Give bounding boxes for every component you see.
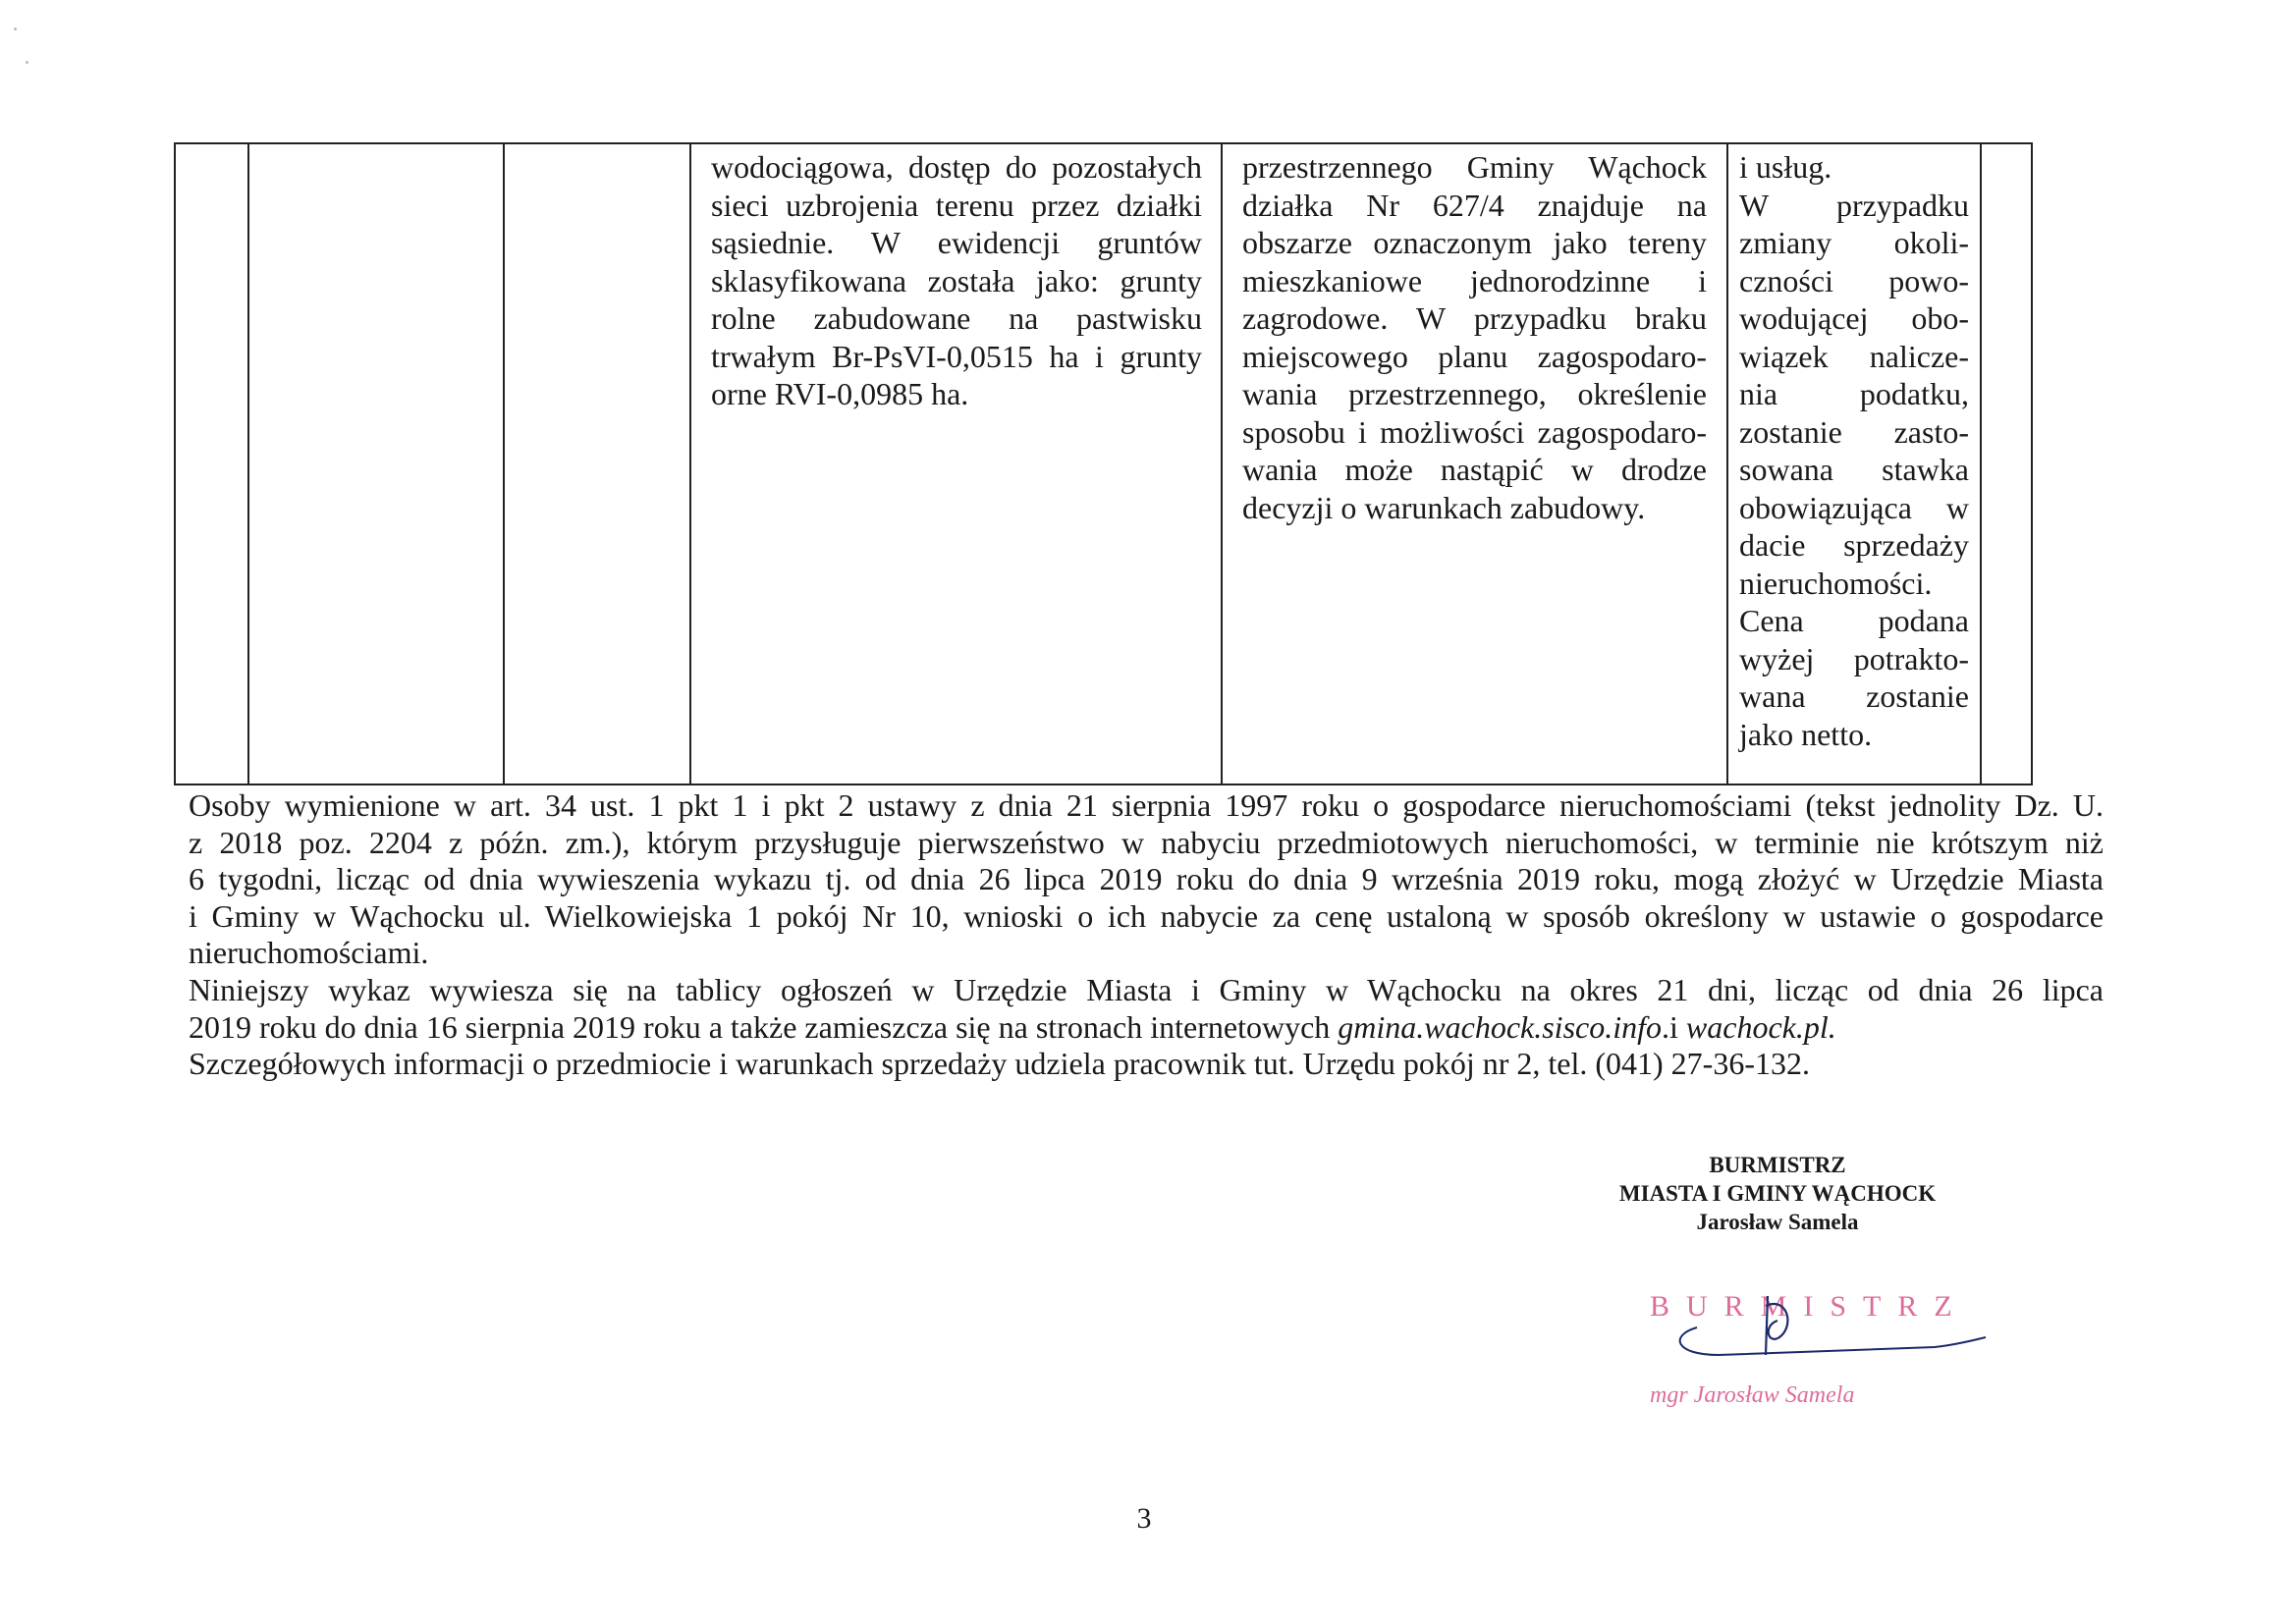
signature-stamp <box>1640 1276 2003 1414</box>
cell-line: obszarze oznaczonym jako tereny <box>1242 225 1707 260</box>
cell-line: zmiany okoli- <box>1739 225 1969 260</box>
paragraph-line: Szczegółowych informacji o przedmiocie i warunkach sprzedaży udziela pracownik tut. Urzędu pokój nr 2, tel. (041) 27-36-132. <box>189 1046 1810 1081</box>
page-number: 3 <box>1136 1502 1152 1535</box>
cell-line: wana zostanie <box>1739 678 1969 714</box>
cell-line: jako netto. <box>1739 716 1873 752</box>
property-table <box>174 142 2033 785</box>
cell-line: i usług. <box>1739 149 1832 185</box>
table-column-divider <box>1980 144 1982 784</box>
paragraph-line: Niniejszy wykaz wywiesza się na tablicy ogłoszeń w Urzędzie Miasta i Gminy w Wąchocku na okres 21 dni, licząc od dnia 26 lipca <box>189 972 2104 1007</box>
cell-line: trwałym Br-PsVI-0,0515 ha i grunty <box>711 338 1202 374</box>
table-column-divider <box>1726 144 1728 784</box>
publication-paragraph <box>189 972 2104 1046</box>
preemption-paragraph <box>189 787 2104 972</box>
municipality-title: MIASTA I GMINY WĄCHOCK <box>1618 1181 1937 1206</box>
paragraph-line: nieruchomościami. <box>189 935 429 970</box>
cell-line: wodociągowa, dostęp do pozostałych <box>711 149 1202 185</box>
cell-line: obowiązująca w <box>1739 489 1969 525</box>
paragraph-line: z 2018 poz. 2204 z późn. zm.), którym przysługuje pierwszeństwo w nabyciu przedmiotowych nieruchomości, w terminie nie krótszym niż <box>189 824 2104 860</box>
cell-line: wodującej obo- <box>1739 300 1969 336</box>
cell-line: nia podatku, <box>1739 376 1969 411</box>
cell-line: miejscowego planu zagospodaro- <box>1242 338 1707 374</box>
cell-line: sklasyfikowana została jako: grunty <box>711 262 1202 298</box>
cell-line: Cena podana <box>1739 603 1969 638</box>
signature-block <box>1532 1151 2023 1236</box>
cell-line: przestrzennego Gminy Wąchock <box>1242 149 1707 185</box>
paragraph-line: i Gminy w Wąchocku ul. Wielkowiejska 1 pokój Nr 10, wnioski o ich nabycie za cenę ustaloną w sposób określony w ustawie o gospodarce <box>189 897 2104 934</box>
cell-line: orne RVI-0,0985 ha. <box>711 376 969 411</box>
website-link-gmina[interactable]: gmina.wachock.sisco.info <box>1338 1008 1662 1045</box>
table-column-divider <box>1221 144 1223 784</box>
stamp-title-text: BURMISTRZ <box>1650 1290 1969 1323</box>
mayor-title: BURMISTRZ <box>1709 1153 1846 1177</box>
cell-line: nieruchomości. <box>1739 565 1933 601</box>
cell-line: sposobu i możliwości zagospodaro- <box>1242 413 1707 450</box>
cell-line: wania może nastąpić w drodze <box>1242 452 1707 487</box>
cell-line: zagrodowe. W przypadku braku <box>1242 300 1707 336</box>
stamp-name-text: mgr Jarosław Samela <box>1650 1382 1855 1408</box>
cell-line: wania przestrzennego, określenie <box>1242 376 1707 411</box>
table-column-divider <box>689 144 691 784</box>
paragraph-line <box>189 1009 2104 1047</box>
cell-line: wyżej potrakto- <box>1739 640 1969 676</box>
paragraph-line: 6 tygodni, licząc od dnia wywieszenia wykazu tj. od dnia 26 lipca 2019 roku do dnia 9 września 2019 roku, mogą złożyć w Urzędzie Miasta <box>189 861 2104 896</box>
cell-line: rolne zabudowane na pastwisku <box>711 300 1202 336</box>
cell-line: sowana stawka <box>1739 452 1969 487</box>
cell-line: sąsiednie. W ewidencji gruntów <box>711 225 1202 260</box>
table-column-divider <box>503 144 505 784</box>
cell-line: czności powo- <box>1739 262 1969 298</box>
cell-line: sieci uzbrojenia terenu przez działki <box>711 187 1202 223</box>
table-cell-zoning <box>1242 148 1707 526</box>
scan-speck <box>14 27 17 30</box>
mayor-name: Jarosław Samela <box>1696 1210 1859 1234</box>
cell-line: mieszkaniowe jednorodzinne i <box>1242 262 1707 298</box>
cell-line: W przypadku <box>1739 187 1969 223</box>
signature-stroke <box>1680 1327 1986 1355</box>
table-column-divider <box>247 144 249 784</box>
cell-line: zostanie zasto- <box>1739 413 1969 450</box>
cell-line: działka Nr 627/4 znajduje na <box>1242 187 1707 223</box>
scan-speck <box>26 61 28 64</box>
website-link-wachock[interactable]: wachock.pl. <box>1685 1008 1836 1045</box>
paragraph-text: 2019 roku do dnia 16 sierpnia 2019 roku a także zamieszcza się na stronach internetowych <box>189 1008 1339 1045</box>
paragraph-text: .i <box>1662 1008 1686 1045</box>
paragraph-line: Osoby wymienione w art. 34 ust. 1 pkt 1 i pkt 2 ustawy z dnia 21 sierpnia 1997 roku o gospodarce nieruchomościami (tekst jednolity Dz. U. <box>189 787 2104 823</box>
contact-paragraph <box>189 1046 2104 1083</box>
cell-line: decyzji o warunkach zabudowy. <box>1242 489 1646 525</box>
table-cell-tax-note <box>1739 148 1969 753</box>
cell-line: dacie sprzedaży <box>1739 527 1969 563</box>
cell-line: wiązek nalicze- <box>1739 338 1969 374</box>
table-cell-description <box>711 148 1202 413</box>
